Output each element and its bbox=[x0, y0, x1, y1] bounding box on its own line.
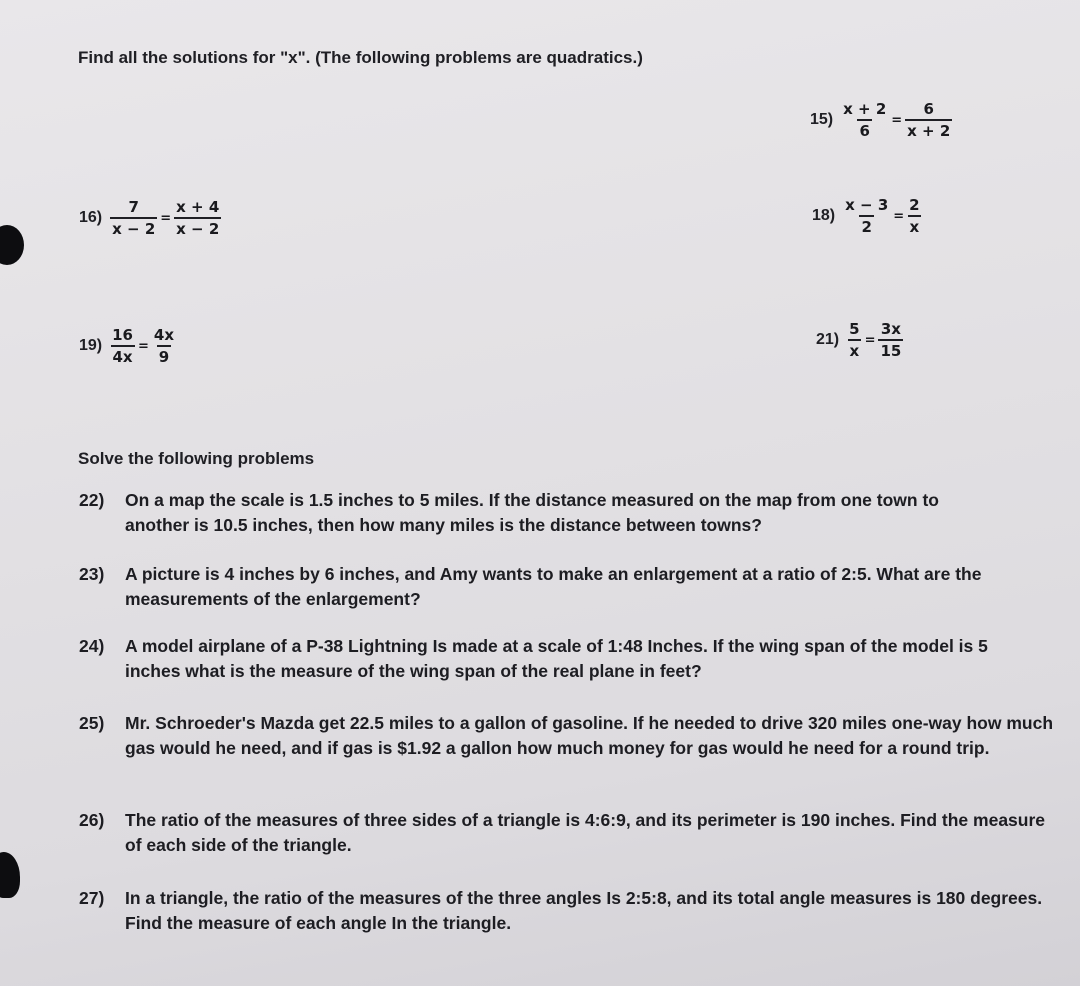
equals-sign: = bbox=[160, 210, 172, 226]
fraction-left bbox=[110, 326, 135, 366]
punch-hole bbox=[0, 225, 24, 265]
equals-sign: = bbox=[893, 208, 905, 224]
problem-number: 26) bbox=[79, 810, 105, 830]
denominator: x − 2 bbox=[174, 217, 221, 238]
equals-sign: = bbox=[864, 332, 876, 348]
punch-hole bbox=[0, 852, 20, 898]
fraction-left bbox=[847, 320, 861, 360]
problem-15 bbox=[810, 100, 952, 140]
problem-number: 21) bbox=[816, 331, 840, 348]
problem-number: 18) bbox=[812, 207, 836, 224]
problem-21 bbox=[816, 320, 903, 360]
problem-number: 16) bbox=[79, 209, 103, 226]
instructions: Find all the solutions for "x". (The following problems are quadratics.) bbox=[78, 48, 643, 67]
numerator: 16 bbox=[112, 326, 133, 344]
word-problem-22 bbox=[79, 488, 979, 538]
problem-text: Mr. Schroeder's Mazda get 22.5 miles to a gallon of gasoline. If he needed to drive 320 miles one-way how much gas would he need, and if gas is $1.92 a gallon how much money for gas would he need for a round trip. bbox=[125, 713, 1054, 758]
problem-text: On a map the scale is 1.5 inches to 5 miles. If the distance measured on the map from one town to another is 10.5 inches, then how many miles is the distance between towns? bbox=[125, 490, 939, 535]
problem-number: 25) bbox=[79, 713, 105, 733]
problem-19 bbox=[79, 326, 176, 366]
denominator: 2 bbox=[859, 215, 873, 236]
equals-sign: = bbox=[891, 112, 903, 128]
problem-number: 23) bbox=[79, 564, 105, 584]
problem-text: A model airplane of a P-38 Lightning Is made at a scale of 1:48 Inches. If the wing span of the model is 5 inches what is the measure of the wing span of the real plane in feet? bbox=[125, 636, 988, 681]
problem-number: 24) bbox=[79, 636, 105, 656]
word-problem-23 bbox=[79, 562, 1054, 612]
fraction-right bbox=[878, 320, 903, 360]
problem-number: 22) bbox=[79, 490, 105, 510]
numerator: x + 2 bbox=[843, 100, 887, 118]
problem-16 bbox=[79, 198, 221, 238]
fraction-left bbox=[843, 196, 890, 236]
word-problem-25 bbox=[79, 711, 1064, 761]
denominator: x bbox=[848, 339, 862, 360]
numerator: 7 bbox=[128, 198, 139, 216]
numerator: x − 3 bbox=[845, 196, 889, 214]
denominator: x + 2 bbox=[905, 119, 952, 140]
fraction-left bbox=[841, 100, 888, 140]
numerator: 6 bbox=[923, 100, 934, 118]
fraction-right bbox=[152, 326, 176, 366]
problem-number: 27) bbox=[79, 888, 105, 908]
problem-number: 19) bbox=[79, 337, 103, 354]
problem-text: In a triangle, the ratio of the measures of the three angles Is 2:5:8, and its total angle measures is 180 degrees. Find the measure of each angle In the triangle. bbox=[125, 888, 1043, 933]
denominator: x − 2 bbox=[110, 217, 157, 238]
word-problem-24 bbox=[79, 634, 1039, 684]
denominator: x bbox=[908, 215, 922, 236]
fraction-right bbox=[174, 198, 221, 238]
denominator: 6 bbox=[857, 119, 871, 140]
denominator: 9 bbox=[157, 345, 171, 366]
numerator: 4x bbox=[153, 326, 175, 344]
section-heading: Solve the following problems bbox=[78, 449, 315, 468]
word-problem-26 bbox=[79, 808, 1064, 858]
problem-number: 15) bbox=[810, 111, 834, 128]
problem-18 bbox=[812, 196, 922, 236]
fraction-right bbox=[905, 100, 952, 140]
fraction-right bbox=[907, 196, 921, 236]
problem-text: The ratio of the measures of three sides of a triangle is 4:6:9, and its perimeter is 190 inches. Find the measure of each side of the triangle. bbox=[125, 810, 1046, 855]
numerator: 3x bbox=[880, 320, 901, 338]
word-problem-27 bbox=[79, 886, 1064, 936]
denominator: 15 bbox=[878, 339, 903, 360]
numerator: 2 bbox=[909, 196, 920, 214]
numerator: 5 bbox=[849, 320, 860, 338]
fraction-left bbox=[110, 198, 157, 238]
problem-text: A picture is 4 inches by 6 inches, and Amy wants to make an enlargement at a ratio of 2:5. What are the measurements of the enlargement? bbox=[125, 564, 982, 609]
numerator: x + 4 bbox=[176, 198, 220, 216]
equals-sign: = bbox=[138, 338, 149, 354]
denominator: 4x bbox=[111, 345, 135, 366]
